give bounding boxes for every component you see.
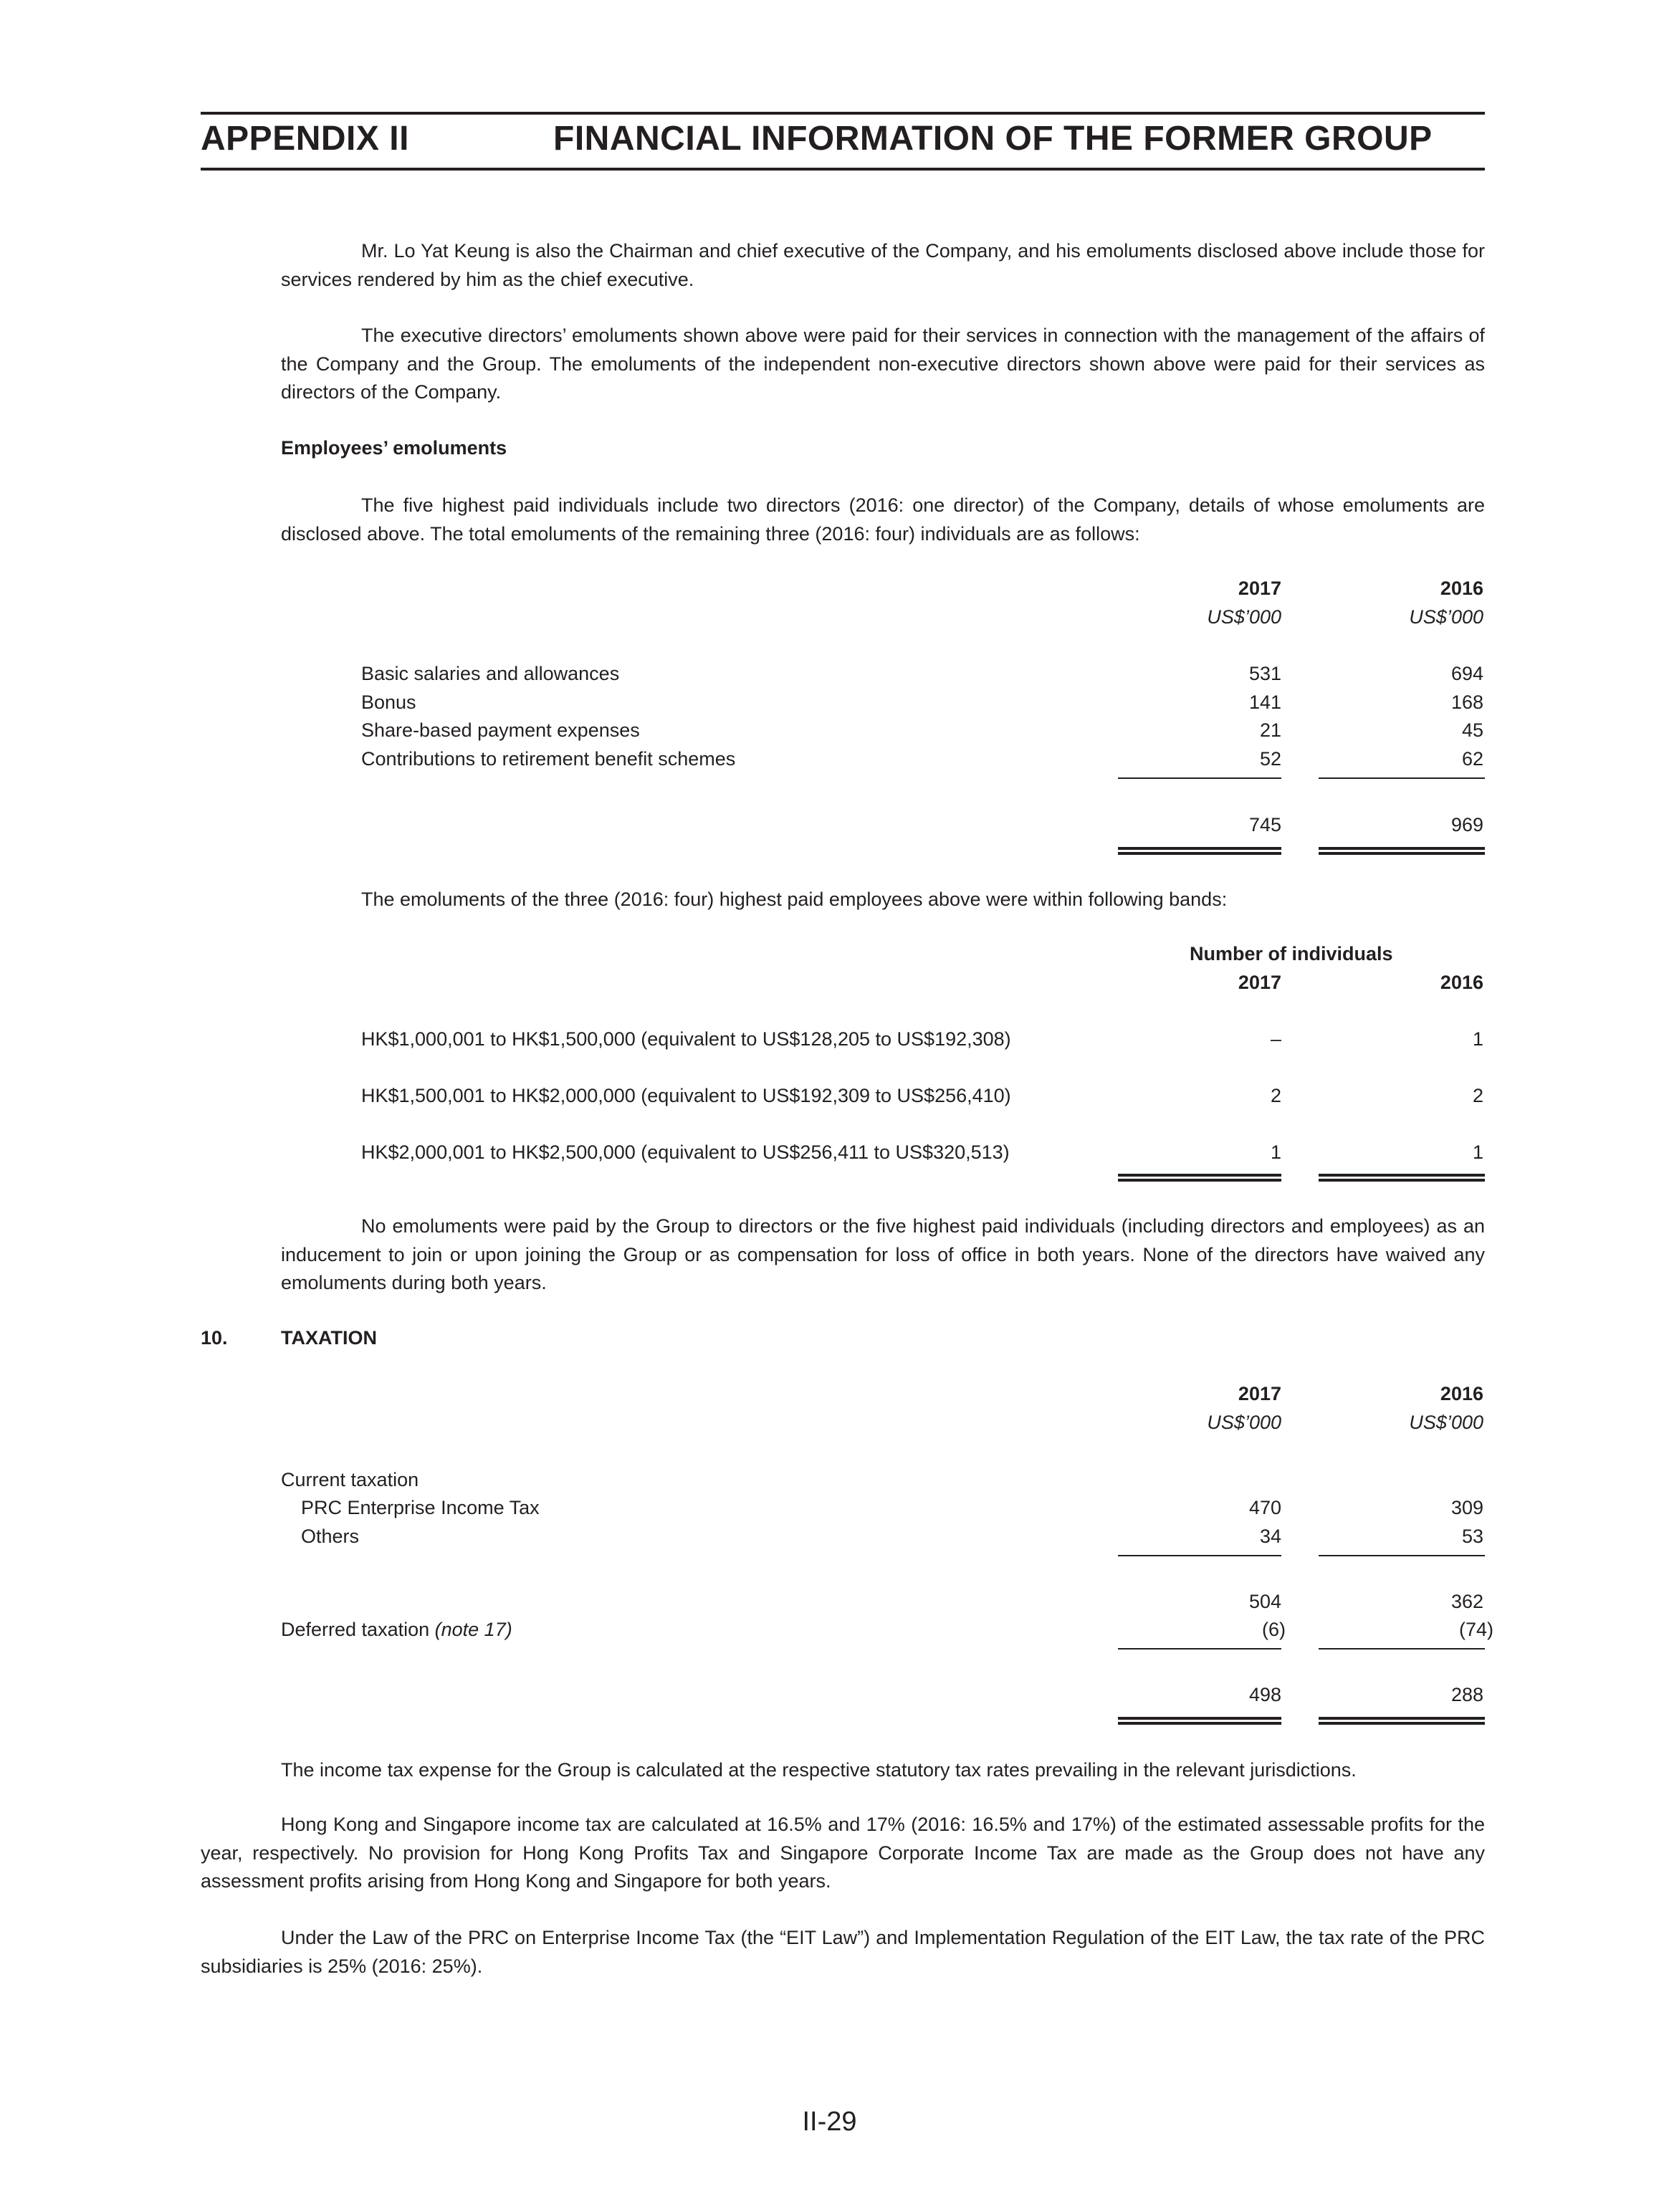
- row-value-2016: 45: [1461, 719, 1483, 741]
- row-value-2016: 1: [1472, 1028, 1483, 1050]
- row-label: HK$2,000,001 to HK$2,500,000 (equivalent to US$256,411 to US$320,513): [361, 1141, 1010, 1163]
- row-value-2017: (6): [1262, 1619, 1286, 1640]
- employees-emoluments-heading: Employees’ emoluments: [281, 437, 507, 459]
- subtotal-rule-2016: [1319, 777, 1485, 779]
- subtotal-2016: 362: [1450, 1591, 1483, 1612]
- note-reference: (note 17): [434, 1619, 512, 1640]
- col-header-2017: 2017: [1238, 1383, 1281, 1404]
- total-double-rule-2017: [1118, 1717, 1281, 1725]
- paragraph-eit-law-text: Under the Law of the PRC on Enterprise Income Tax (the “EIT Law”) and Implementation Regulation of the EIT Law, the tax rate of the PRC subsidiaries is 25% (2016: 25%).: [201, 1927, 1485, 1977]
- col-header-2017: 2017: [1238, 972, 1281, 993]
- page-number: II-29: [802, 2107, 857, 2137]
- col-unit-2017: US$’000: [1207, 1412, 1281, 1433]
- total-2017: 498: [1248, 1684, 1281, 1705]
- col-header-2016: 2016: [1440, 578, 1483, 599]
- header-title: FINANCIAL INFORMATION OF THE FORMER GROUP: [553, 120, 1433, 158]
- group-header-number-of-individuals: Number of individuals: [1190, 943, 1393, 964]
- col-unit-2016: US$’000: [1409, 1412, 1483, 1433]
- row-value-2017: 21: [1259, 719, 1281, 741]
- row-label: PRC Enterprise Income Tax: [301, 1497, 540, 1518]
- paragraph-income-tax-expense: The income tax expense for the Group is calculated at the respective statutory tax rates prevailing in the relevant jurisdictions.: [281, 1759, 1357, 1781]
- col-unit-2017: US$’000: [1207, 606, 1281, 628]
- row-label: Bonus: [361, 691, 416, 713]
- total-2017: 745: [1248, 814, 1281, 836]
- bands-double-rule-2017: [1118, 1174, 1281, 1182]
- total-double-rule-2017: [1118, 847, 1281, 855]
- paragraph-five-highest: [281, 492, 1485, 548]
- row-value-2016: 53: [1461, 1526, 1483, 1547]
- total-2016: 288: [1450, 1684, 1483, 1705]
- row-value-2017: 2: [1270, 1085, 1281, 1106]
- row-label: HK$1,000,001 to HK$1,500,000 (equivalent to US$128,205 to US$192,308): [361, 1028, 1011, 1050]
- row-value-2017: 470: [1248, 1497, 1281, 1518]
- paragraph-five-highest-text: The five highest paid individuals include two directors (2016: one director) of the Company, details of whose emoluments are disclosed above. The total emoluments of the remaining three (2016: four) individuals are as follows:: [281, 494, 1485, 545]
- section-number: 10.: [201, 1327, 228, 1349]
- row-value-2017: 1: [1270, 1141, 1281, 1163]
- paragraph-bands-intro: The emoluments of the three (2016: four) highest paid employees above were within following bands:: [361, 889, 1228, 910]
- deferred-rule-2016: [1319, 1648, 1485, 1650]
- row-value-2017: 141: [1248, 691, 1281, 713]
- total-double-rule-2016: [1319, 1717, 1485, 1725]
- paragraph-executive-directors-text: The executive directors’ emoluments shown above were paid for their services in connection with the management of the affairs of the Company and the Group. The emoluments of the independent non-executive directors shown above were paid for their services as directors of the Company.: [281, 325, 1485, 403]
- row-value-2017: 34: [1259, 1526, 1281, 1547]
- header-bottom-rule: [201, 168, 1485, 171]
- subtotal-rule-2017: [1118, 1555, 1281, 1556]
- row-value-2017: 531: [1248, 663, 1281, 684]
- total-double-rule-2016: [1319, 847, 1485, 855]
- row-value-2017: –: [1270, 1028, 1281, 1050]
- row-value-2016: 309: [1450, 1497, 1483, 1518]
- row-value-2016: 168: [1450, 691, 1483, 713]
- col-header-2016: 2016: [1440, 972, 1483, 993]
- row-value-2016: (74): [1458, 1619, 1493, 1640]
- deferred-taxation-label: Deferred taxation: [281, 1619, 430, 1640]
- row-label: [281, 1619, 512, 1641]
- row-label: Share-based payment expenses: [361, 719, 640, 741]
- bands-double-rule-2016: [1319, 1174, 1485, 1182]
- header-top-rule: [201, 112, 1485, 115]
- col-unit-2016: US$’000: [1409, 606, 1483, 628]
- subtotal-rule-2017: [1118, 777, 1281, 779]
- row-label: Basic salaries and allowances: [361, 663, 620, 684]
- paragraph-chairman-text: Mr. Lo Yat Keung is also the Chairman and chief executive of the Company, and his emoluments disclosed above include those for services rendered by him as the chief executive.: [281, 240, 1485, 290]
- paragraph-executive-directors: [281, 322, 1485, 407]
- row-value-2016: 694: [1450, 663, 1483, 684]
- section-title-taxation: TAXATION: [281, 1327, 377, 1349]
- paragraph-eit-law: [201, 1924, 1485, 1981]
- total-2016: 969: [1450, 814, 1483, 836]
- deferred-rule-2017: [1118, 1648, 1281, 1650]
- appendix-label: APPENDIX II: [201, 120, 409, 158]
- paragraph-hk-singapore-tax-text: Hong Kong and Singapore income tax are calculated at 16.5% and 17% (2016: 16.5% and 17%) of the estimated assessable profits for the year, respectively. No provision for Hong Kong Profits Tax and Singapore Corporate Income Tax are made as the Group does not have any assessment profits arising from Hong Kong and Singapore for both years.: [201, 1814, 1485, 1892]
- row-label: Others: [301, 1526, 360, 1547]
- row-value-2016: 62: [1461, 748, 1483, 770]
- row-label: HK$1,500,001 to HK$2,000,000 (equivalent to US$192,309 to US$256,410): [361, 1085, 1011, 1106]
- paragraph-chairman: [281, 237, 1485, 294]
- col-header-2016: 2016: [1440, 1383, 1483, 1404]
- row-value-2016: 1: [1472, 1141, 1483, 1163]
- col-header-2017: 2017: [1238, 578, 1281, 599]
- row-label: Contributions to retirement benefit schemes: [361, 748, 736, 770]
- current-taxation-label: Current taxation: [281, 1469, 419, 1490]
- subtotal-rule-2016: [1319, 1555, 1485, 1556]
- row-value-2017: 52: [1259, 748, 1281, 770]
- subtotal-2017: 504: [1248, 1591, 1281, 1612]
- paragraph-no-emoluments-text: No emoluments were paid by the Group to directors or the five highest paid individuals (including directors and employees) as an inducement to join or upon joining the Group or as compensation for loss of office in both years. None of the directors have waived any emoluments during both years.: [281, 1215, 1485, 1293]
- row-value-2016: 2: [1472, 1085, 1483, 1106]
- paragraph-hk-singapore-tax: [201, 1811, 1485, 1896]
- paragraph-no-emoluments: [281, 1212, 1485, 1298]
